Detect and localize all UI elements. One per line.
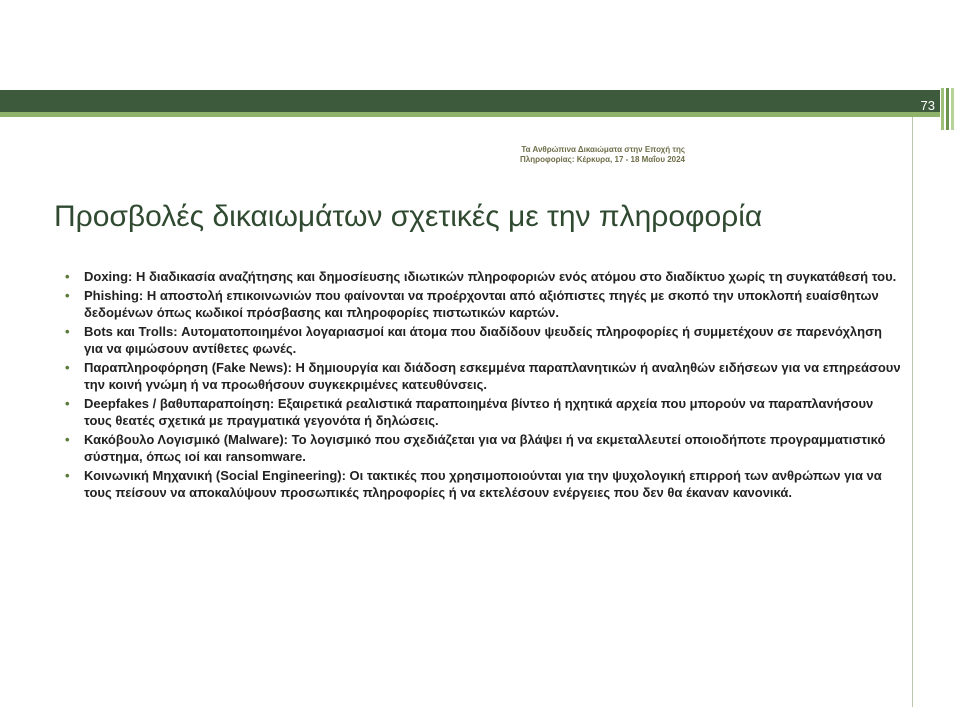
bullet-text: Bots και Trolls: Αυτοματοποιημένοι λογαριασμοί και άτομα που διαδίδουν ψευδείς πληροφορίες ή συμμετέχουν σε παρενόχληση για να φιμώσουν αντίθετες φωνές. <box>84 324 882 356</box>
bullet-dot-icon: • <box>65 360 70 375</box>
bullet-text: Κακόβουλο Λογισμικό (Malware): Το λογισμικό που σχεδιάζεται για να βλάψει ή να εκμεταλλευτεί οποιοδήποτε προγραμματιστικό σύστημα, όπως ιοί και ransomware. <box>84 432 886 464</box>
bullet-dot-icon: • <box>65 324 70 339</box>
bullet-item-phishing <box>62 287 902 321</box>
bullet-item-fake-news <box>62 359 902 393</box>
bullet-item-bots-trolls <box>62 323 902 357</box>
bullet-list <box>62 268 902 503</box>
header-note: Τα Ανθρώπινα Δικαιώματα στην Εποχή της Πληροφορίας: Κέρκυρα, 17 - 18 Μαΐου 2024 <box>520 145 685 164</box>
bullet-text: Κοινωνική Μηχανική (Social Engineering): Οι τακτικές που χρησιμοποιούνται για την ψυχολογική επιρροή των ανθρώπων για να τους πείσουν να αποκαλύψουν προσωπικές πληροφορίες ή να εκτελέσουν ενέργειες που δεν θα έκαναν κανονικά. <box>84 468 882 500</box>
bullet-dot-icon: • <box>65 288 70 303</box>
bullet-text: Παραπληροφόρηση (Fake News): Η δημιουργία και διάδοση εσκεμμένα παραπλανητικών ή αναληθών ειδήσεων για να επηρεάσουν την κοινή γνώμη ή να προωθήσουν συγκεκριμένες κατευθύνσεις. <box>84 360 901 392</box>
header-accent-stripe <box>0 112 940 117</box>
bullet-dot-icon: • <box>65 432 70 447</box>
bullet-text: Doxing: Η διαδικασία αναζήτησης και δημοσίευσης ιδιωτικών πληροφοριών ενός ατόμου στο διαδίκτυο χωρίς τη συγκατάθεσή του. <box>84 269 897 284</box>
slide-title: Προσβολές δικαιωμάτων σχετικές με την πληροφορία <box>54 200 763 233</box>
edge-ribbon-2 <box>946 88 949 130</box>
slide-number: 73 <box>920 98 935 113</box>
bullet-text: Deepfakes / βαθυπαραποίηση: Εξαιρετικά ρεαλιστικά παραποιημένα βίντεο ή ηχητικά αρχεία που μπορούν να παραπλανήσουν τους θεατές σχετικά με πραγματικά γεγονότα ή δηλώσεις. <box>84 396 874 428</box>
bullet-dot-icon: • <box>65 468 70 483</box>
bullet-dot-icon: • <box>65 269 70 284</box>
right-guide-line <box>912 117 913 707</box>
bullet-item-doxing <box>62 268 902 285</box>
edge-ribbon-3 <box>951 88 954 130</box>
bullet-item-social-engineering <box>62 467 902 501</box>
bullet-item-deepfakes <box>62 395 902 429</box>
header-band <box>0 90 940 112</box>
bullet-item-malware <box>62 431 902 465</box>
edge-ribbon-1 <box>941 88 944 130</box>
bullet-text: Phishing: Η αποστολή επικοινωνιών που φαίνονται να προέρχονται από αξιόπιστες πηγές με σκοπό την υποκλοπή ευαίσθητων δεδομένων όπως κωδικοί πρόσβασης και πληροφορίες πιστωτικών καρτών. <box>84 288 879 320</box>
bullet-dot-icon: • <box>65 396 70 411</box>
